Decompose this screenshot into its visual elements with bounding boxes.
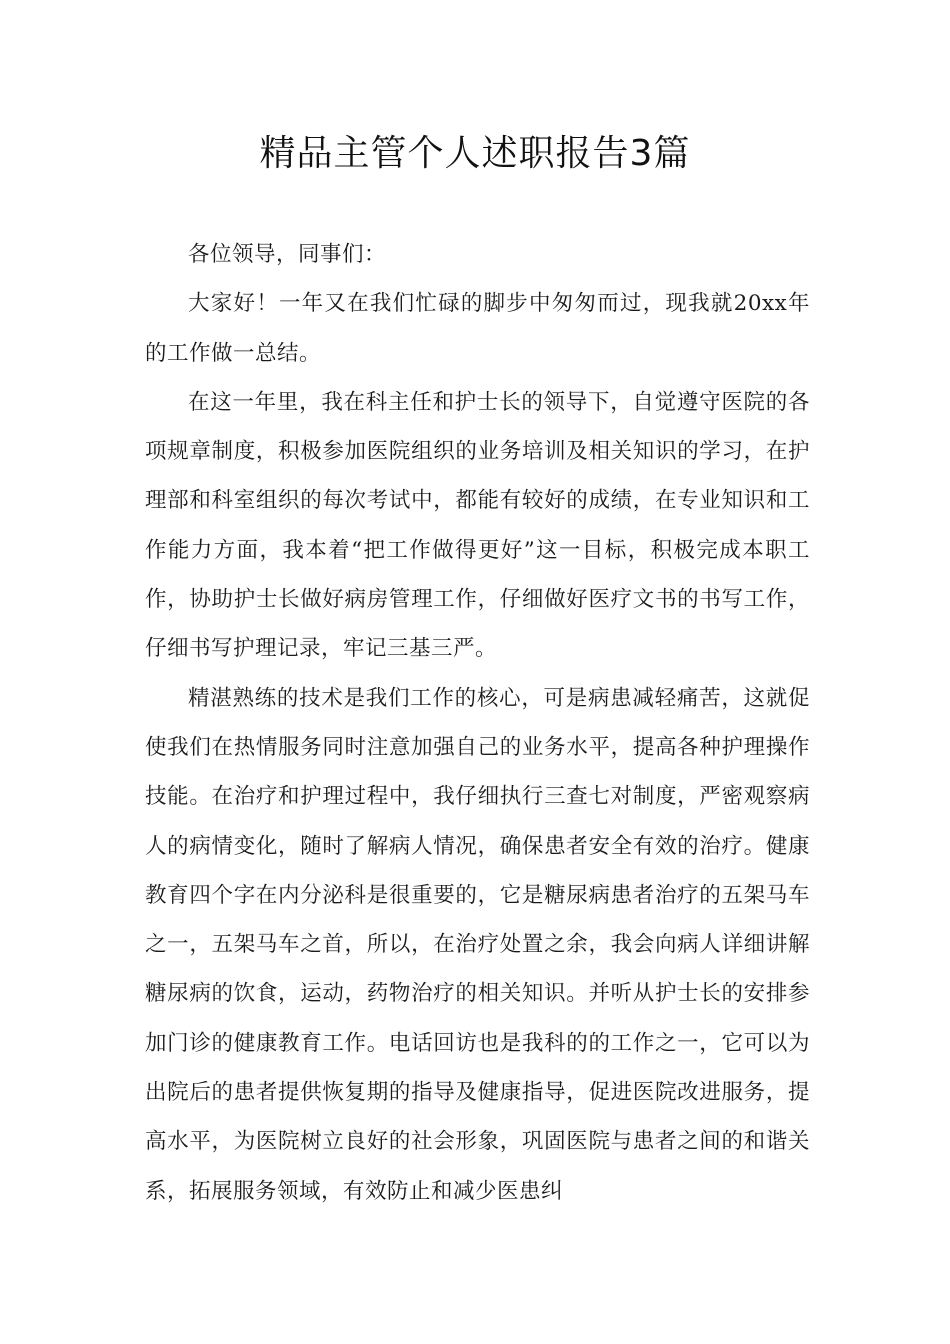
paragraph-greeting: 各位领导，同事们：	[188, 242, 387, 267]
paragraph-technical-skills: 精湛熟练的技术是我们工作的核心，可是病患减轻痛苦，这就促使我们在热情服务同时注意加强自己的业务水平，提高各种护理操作技能。在治疗和护理过程中，我仔细执行三查七对制度，严密观察病人的病情变化，随时了解病人情况，确保患者安全有效的治疗。健康教育四个字在内分泌科是很重要的，它是糖尿病患者治疗的五架马车之一，五架马车之首，所以，在治疗处置之余，我会向病人详细讲解糖尿病的饮食，运动，药物治疗的相关知识。并听从护士长的安排参加门诊的健康教育工作。电话回访也是我科的的工作之一，它可以为出院后的患者提供恢复期的指导及健康指导，促进医院改进服务，提高水平，为医院树立良好的社会形象，巩固医院与患者之间的和谐关系，拓展服务领域，有效防止和减少医患纠	[145, 685, 810, 1204]
paragraph-work-summary: 在这一年里，我在科主任和护士长的领导下，自觉遵守医院的各项规章制度，积极参加医院组织的业务培训及相关知识的学习，在护理部和科室组织的每次考试中，都能有较好的成绩，在专业知识和工作能力方面，我本着“把工作做得更好”这一目标，积极完成本职工作，协助护士长做好病房管理工作，仔细做好医疗文书的书写工作，仔细书写护理记录，牢记三基三严。	[145, 389, 810, 662]
paragraph-intro: 大家好！一年又在我们忙碌的脚步中匆匆而过，现我就20xx年的工作做一总结。	[145, 291, 810, 366]
document-body	[145, 230, 810, 1216]
document-title: 精品主管个人述职报告3篇	[259, 133, 691, 174]
